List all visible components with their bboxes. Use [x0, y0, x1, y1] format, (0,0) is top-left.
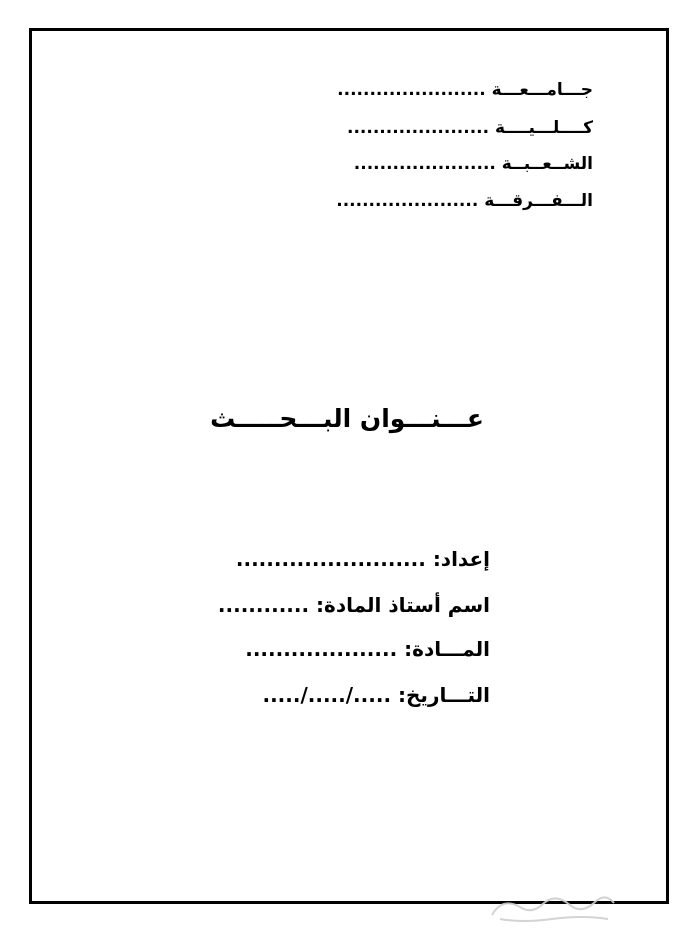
research-title: عـــنـــوان البـــحـــــث — [210, 404, 484, 433]
university-label: جـــامـــعـــة — [491, 80, 593, 100]
prepared-by-dots: ......................... — [235, 547, 426, 571]
prepared-by-line — [236, 547, 490, 571]
level-dots: ...................... — [336, 191, 479, 211]
subject-line — [245, 637, 490, 661]
faculty-dots: ...................... — [347, 118, 490, 138]
date-line — [262, 683, 490, 707]
faculty-label: كــــلـــيــــة — [495, 118, 593, 138]
date-label: التـــاريخ: — [398, 683, 490, 707]
prepared-by-label: إعداد: — [432, 547, 490, 571]
division-line — [354, 154, 593, 174]
level-line — [336, 191, 593, 211]
subject-dots: .................... — [245, 637, 398, 661]
division-dots: ...................... — [353, 154, 496, 174]
university-line — [337, 80, 593, 100]
professor-dots: ............ — [217, 593, 310, 617]
professor-label: اسم أستاذ المادة: — [316, 593, 490, 617]
watermark-logo — [482, 885, 622, 925]
faculty-line — [347, 118, 593, 138]
level-label: الـــفـــرقـــة — [484, 191, 593, 211]
university-dots: ....................... — [337, 80, 486, 100]
date-value: ...../...../..... — [262, 683, 392, 707]
professor-line — [218, 593, 490, 617]
subject-label: المـــادة: — [404, 637, 490, 661]
division-label: الشــعــبــة — [501, 154, 593, 174]
